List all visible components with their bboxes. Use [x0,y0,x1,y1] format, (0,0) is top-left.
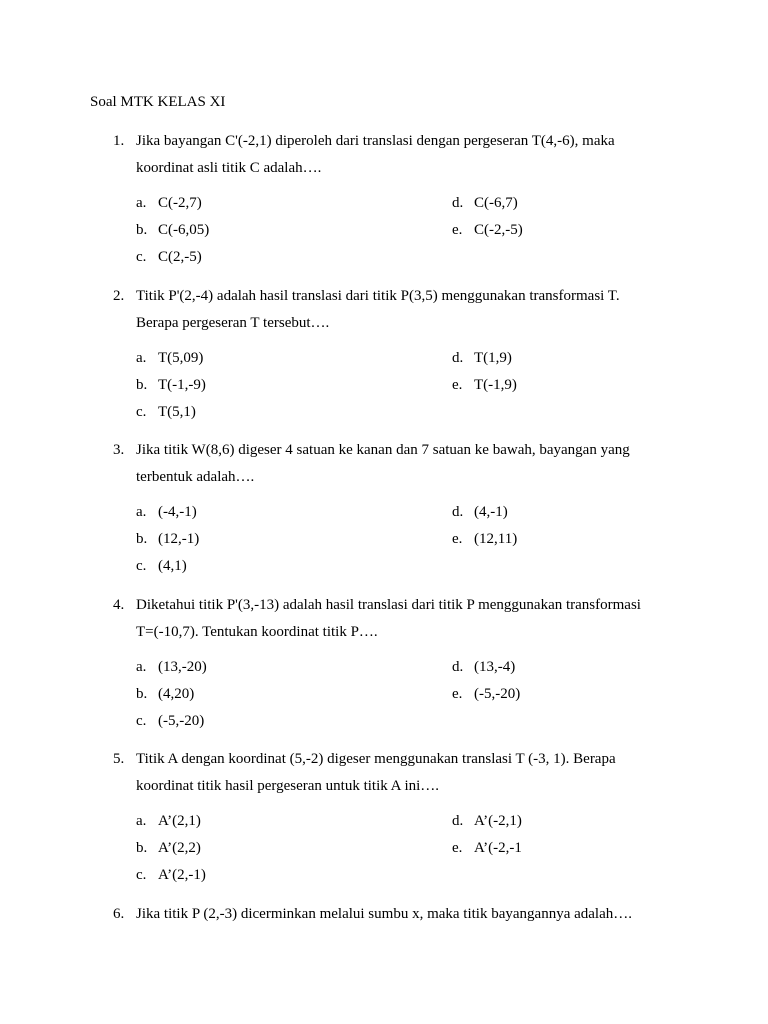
option-value: (-4,-1) [158,504,197,520]
option-letter: a. [136,350,147,366]
option-value: A’(2,-1) [158,867,206,883]
option-value: C(-2,-5) [474,222,523,238]
option-value: A’(-2,-1 [474,840,522,856]
option-letter: e. [452,840,463,856]
question-number: 4. [113,597,125,613]
option-letter: c. [136,249,147,265]
option-letter: e. [452,222,463,238]
option-value: (4,20) [158,686,195,702]
option-letter: a. [136,659,147,675]
option-letter: a. [136,195,147,211]
option-value: (12,-1) [158,531,200,547]
option-letter: d. [452,504,464,520]
question-number: 5. [113,751,125,767]
document-title: Soal MTK KELAS XI [90,94,226,110]
option-value: T(5,1) [158,404,196,420]
option-value: C(-2,7) [158,195,202,211]
question-text: Titik P'(2,-4) adalah hasil translasi dari titik P(3,5) menggunakan transformasi T. Berapa pergeseran T tersebut…. [136,288,620,331]
option-value: C(2,-5) [158,249,202,265]
option-value: T(-1,9) [474,377,517,393]
option-value: (4,-1) [474,504,508,520]
option-letter: b. [136,377,148,393]
question-text: Jika bayangan C'(-2,1) diperoleh dari translasi dengan pergeseran T(4,-6), maka koordinat asli titik C adalah…. [136,133,615,176]
option-letter: b. [136,840,148,856]
option-value: A’(2,1) [158,813,201,829]
option-letter: c. [136,404,147,420]
question-text: Diketahui titik P'(3,-13) adalah hasil translasi dari titik P menggunakan transformasi T=(-10,7). Tentukan koordinat titik P…. [136,597,641,640]
option-letter: c. [136,713,147,729]
question-text: Titik A dengan koordinat (5,-2) digeser menggunakan translasi T (-3, 1). Berapa koordinat titik hasil pergeseran untuk titik A ini…. [136,751,616,794]
question-number: 2. [113,288,125,304]
option-value: (13,-20) [158,659,207,675]
question-text: Jika titik P (2,-3) dicerminkan melalui sumbu x, maka titik bayangannya adalah…. [136,906,632,922]
option-value: C(-6,7) [474,195,518,211]
option-value: T(1,9) [474,350,512,366]
question-number: 3. [113,442,125,458]
option-letter: e. [452,686,463,702]
option-value: (12,11) [474,531,518,547]
question-text: Jika titik W(8,6) digeser 4 satuan ke kanan dan 7 satuan ke bawah, bayangan yang terbentuk adalah…. [136,442,630,485]
option-value: (13,-4) [474,659,516,675]
option-value: (-5,-20) [474,686,521,702]
option-letter: e. [452,531,463,547]
option-letter: b. [136,686,148,702]
option-letter: a. [136,813,147,829]
option-value: (-5,-20) [158,713,205,729]
option-letter: a. [136,504,147,520]
option-value: T(-1,-9) [158,377,206,393]
option-letter: d. [452,350,464,366]
option-value: (4,1) [158,558,187,574]
option-value: T(5,09) [158,350,204,366]
option-value: A’(-2,1) [474,813,522,829]
option-letter: b. [136,222,148,238]
option-letter: c. [136,558,147,574]
option-value: A’(2,2) [158,840,201,856]
option-value: C(-6,05) [158,222,210,238]
question-number: 6. [113,906,125,922]
option-letter: c. [136,867,147,883]
option-letter: e. [452,377,463,393]
question-number: 1. [113,133,125,149]
option-letter: d. [452,659,464,675]
option-letter: d. [452,813,464,829]
option-letter: b. [136,531,148,547]
option-letter: d. [452,195,464,211]
